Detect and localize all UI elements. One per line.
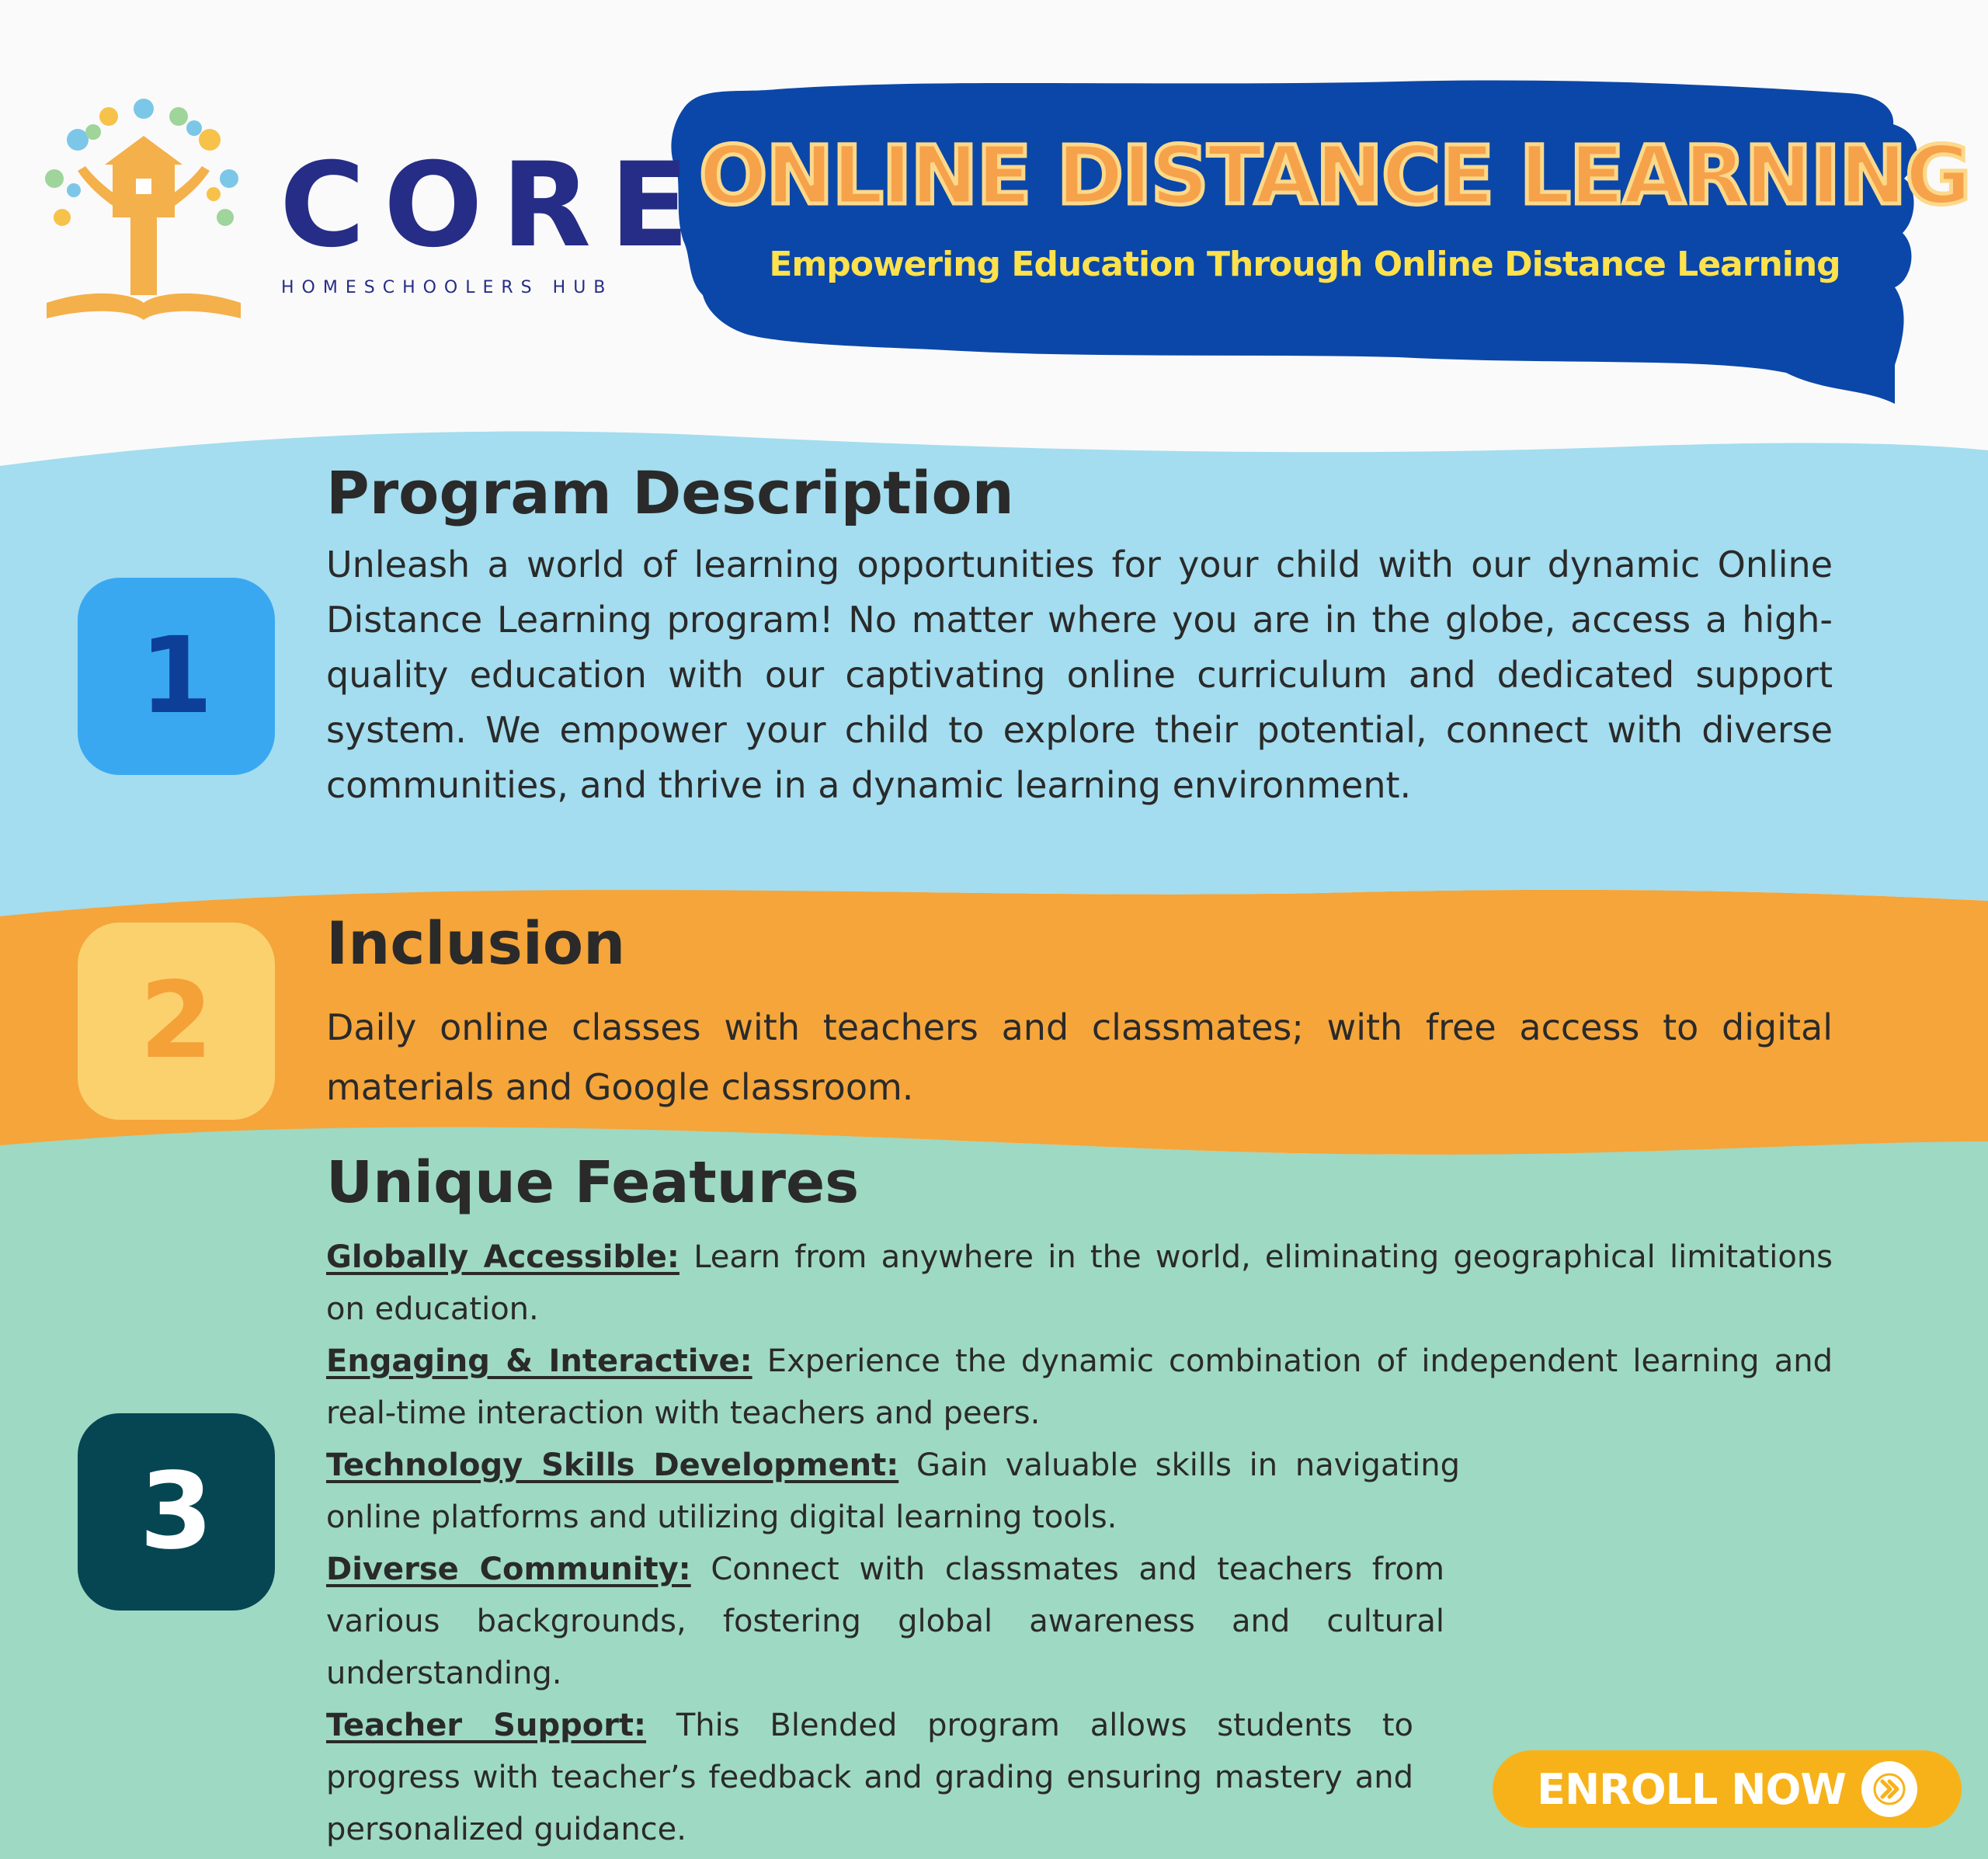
feature-item	[326, 1336, 1833, 1440]
banner-title: ONLINE DISTANCE LEARNING	[699, 128, 1970, 223]
tree-house-book-icon	[31, 93, 256, 326]
logo	[31, 93, 256, 330]
feature-text: Connect with classmates and teachers from various backgrounds, fostering global awareness and cultural understanding.	[326, 1551, 1444, 1691]
section-2-body: Daily online classes with teachers and classmates; with free access to digital materials and Google classroom.	[326, 1006, 1833, 1108]
section-3-badge: 3	[78, 1413, 275, 1611]
banner-subtitle: Empowering Education Through Online Distance Learning	[769, 245, 1840, 284]
feature-item	[326, 1232, 1833, 1336]
logo-tagline: HOMESCHOOLERS HUB	[281, 278, 613, 297]
feature-label: Teacher Support:	[326, 1708, 647, 1743]
feature-item	[326, 1544, 1444, 1700]
feature-text: Learn from anywhere in the world, eliminating geographical limitations on education.	[326, 1239, 1833, 1327]
logo-wordmark: CORE	[280, 138, 708, 273]
feature-label: Engaging & Interactive:	[326, 1343, 752, 1379]
enroll-now-label: ENROLL NOW	[1537, 1764, 1846, 1814]
section-2-title: Inclusion	[326, 909, 626, 978]
feature-text: This Blended program allows students to progress with teacher’s feedback and grading ensuring mastery and personalized guidance.	[326, 1708, 1414, 1847]
feature-item	[326, 1700, 1413, 1856]
section-1-title: Program Description	[326, 458, 1014, 527]
feature-text: Experience the dynamic combination of independent learning and real-time interaction with teachers and peers.	[326, 1343, 1833, 1431]
feature-label: Globally Accessible:	[326, 1239, 679, 1275]
enroll-now-button[interactable]	[1493, 1750, 1962, 1828]
section-1-badge: 1	[78, 578, 275, 775]
section-1-body: Unleash a world of learning opportunities for your child with our dynamic Online Distance Learning program! No matter where you are in the globe, access a high-quality education with our captivating online curriculum and dedicated support system. We empower your child to explore their potential, connect with diverse communities, and thrive in a dynamic learning environment.	[326, 544, 1833, 806]
double-chevron-right-icon	[1861, 1761, 1917, 1817]
feature-label: Diverse Community:	[326, 1551, 691, 1587]
section-3-title: Unique Features	[326, 1149, 860, 1216]
section-2-badge: 2	[78, 923, 275, 1120]
feature-label: Technology Skills Development:	[326, 1447, 899, 1483]
feature-item	[326, 1440, 1460, 1544]
feature-text: Gain valuable skills in navigating online platforms and utilizing digital learning tools.	[326, 1447, 1460, 1535]
